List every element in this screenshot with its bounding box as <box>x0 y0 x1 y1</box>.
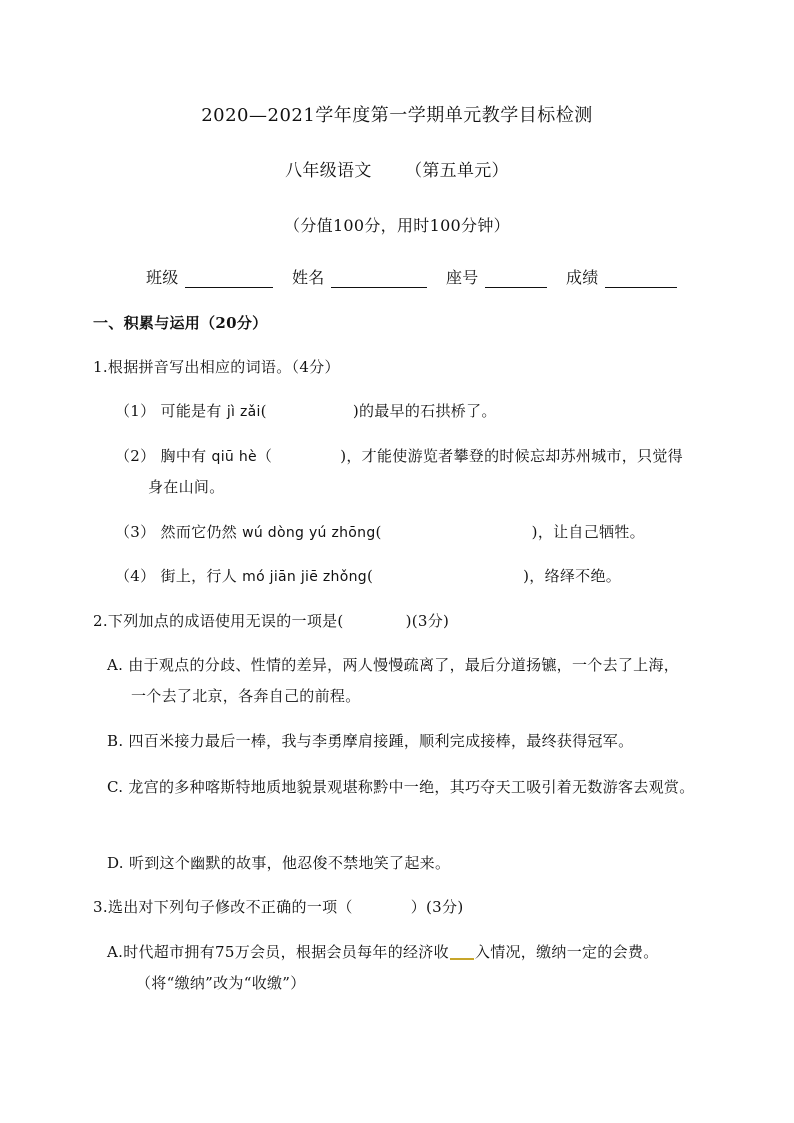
close-paren: ) <box>523 567 530 585</box>
student-info-row <box>146 268 681 288</box>
stem-text: 3.选出对下列句子修改不正确的一项（ <box>93 898 353 916</box>
question-3-stem <box>93 897 463 917</box>
q2-option-d <box>107 853 450 873</box>
option-text: 时代超市拥有75万会员，根据会员每年的经济收 <box>123 943 449 961</box>
question-2-stem <box>93 611 449 631</box>
stem-text: )(3分) <box>405 612 450 630</box>
question-1-stem: 1.根据拼音写出相应的词语。（4分） <box>93 358 340 376</box>
exam-subtitle <box>0 161 794 181</box>
pinyin: jì zǎi <box>226 404 261 420</box>
option-text: 入情况，缴纳一定的会费。 <box>474 943 659 961</box>
item-text: 可能是有 <box>160 402 222 420</box>
q1-item-2 <box>115 446 683 467</box>
name-label: 姓名 <box>292 268 325 287</box>
option-label: D. <box>107 854 124 872</box>
pinyin: qiū hè <box>211 449 257 465</box>
option-text: 四百米接力最后一棒，我与李勇摩肩接踵，顺利完成接棒，最终获得冠军。 <box>128 732 634 750</box>
q1-item-1 <box>115 401 497 422</box>
q2-option-a-cont: 一个去了北京，各奔自己的前程。 <box>131 687 361 705</box>
score-time-note: （分值100分，用时100分钟） <box>284 216 510 235</box>
open-paren: ( <box>366 567 374 585</box>
score-field[interactable] <box>605 271 677 288</box>
q1-item-3 <box>115 522 645 543</box>
item-number: （1） <box>115 402 156 420</box>
open-paren: ( <box>375 523 382 541</box>
q2-option-c <box>107 777 695 797</box>
option-label: C. <box>107 778 124 796</box>
item-number: （2） <box>115 447 156 465</box>
item-text: ，才能使游览者攀登的时候忘却苏州城市，只觉得 <box>346 447 683 465</box>
option-text: 龙宫的多种喀斯特地质地貌景观堪称黔中一绝，其巧夺天工吸引着无数游客去观赏。 <box>128 778 695 796</box>
name-field[interactable] <box>331 271 427 288</box>
q1-item-2-cont: 身在山间。 <box>148 478 225 496</box>
score-label: 成绩 <box>566 268 599 287</box>
q3-option-a-note: （将“缴纳”改为“收缴”） <box>136 974 306 992</box>
close-paren: ) <box>340 447 347 465</box>
item-text: 然而它仍然 <box>160 523 238 541</box>
option-text: 听到这个幽默的故事，他忍俊不禁地笑了起来。 <box>128 854 451 872</box>
exam-title: 2020—2021学年度第一学期单元教学目标检测 <box>201 105 593 126</box>
item-text: 街上，行人 <box>160 567 238 585</box>
item-number: （3） <box>115 523 156 541</box>
pinyin: mó jiān jiē zhǒng <box>242 569 367 585</box>
seat-label: 座号 <box>446 268 479 287</box>
item-number: （4） <box>115 567 156 585</box>
pinyin: wú dòng yú zhōng <box>242 525 376 541</box>
seat-field[interactable] <box>485 271 547 288</box>
item-text: ，络绎不绝。 <box>529 567 622 585</box>
class-label: 班级 <box>146 268 179 287</box>
section-1-heading: 一、积累与运用（20分） <box>93 314 268 332</box>
option-label: A. <box>107 656 124 674</box>
q2-option-b <box>107 731 633 751</box>
option-label: B. <box>107 732 124 750</box>
open-paren: ( <box>260 402 267 420</box>
close-paren: ) <box>531 523 538 541</box>
option-text: 由于观点的分歧、性情的差异，两人慢慢疏离了，最后分道扬镳，一个去了上海， <box>128 656 680 674</box>
item-text: 胸中有 <box>160 447 207 465</box>
grade-subject: 八年级语文 <box>285 161 372 181</box>
item-text: ，让自己牺牲。 <box>537 523 645 541</box>
option-label: A. <box>107 943 124 961</box>
edit-mark <box>450 946 474 960</box>
open-paren: （ <box>256 447 273 465</box>
q3-option-a <box>107 942 659 962</box>
q2-option-a <box>107 655 679 675</box>
q1-item-4 <box>115 566 621 587</box>
stem-text: 2.下列加点的成语使用无误的一项是( <box>93 612 344 630</box>
class-field[interactable] <box>185 271 273 288</box>
close-paren: ) <box>352 402 359 420</box>
unit-label: （第五单元） <box>405 161 509 181</box>
item-text: 的最早的石拱桥了。 <box>358 402 497 420</box>
stem-text: ）(3分) <box>410 898 464 916</box>
